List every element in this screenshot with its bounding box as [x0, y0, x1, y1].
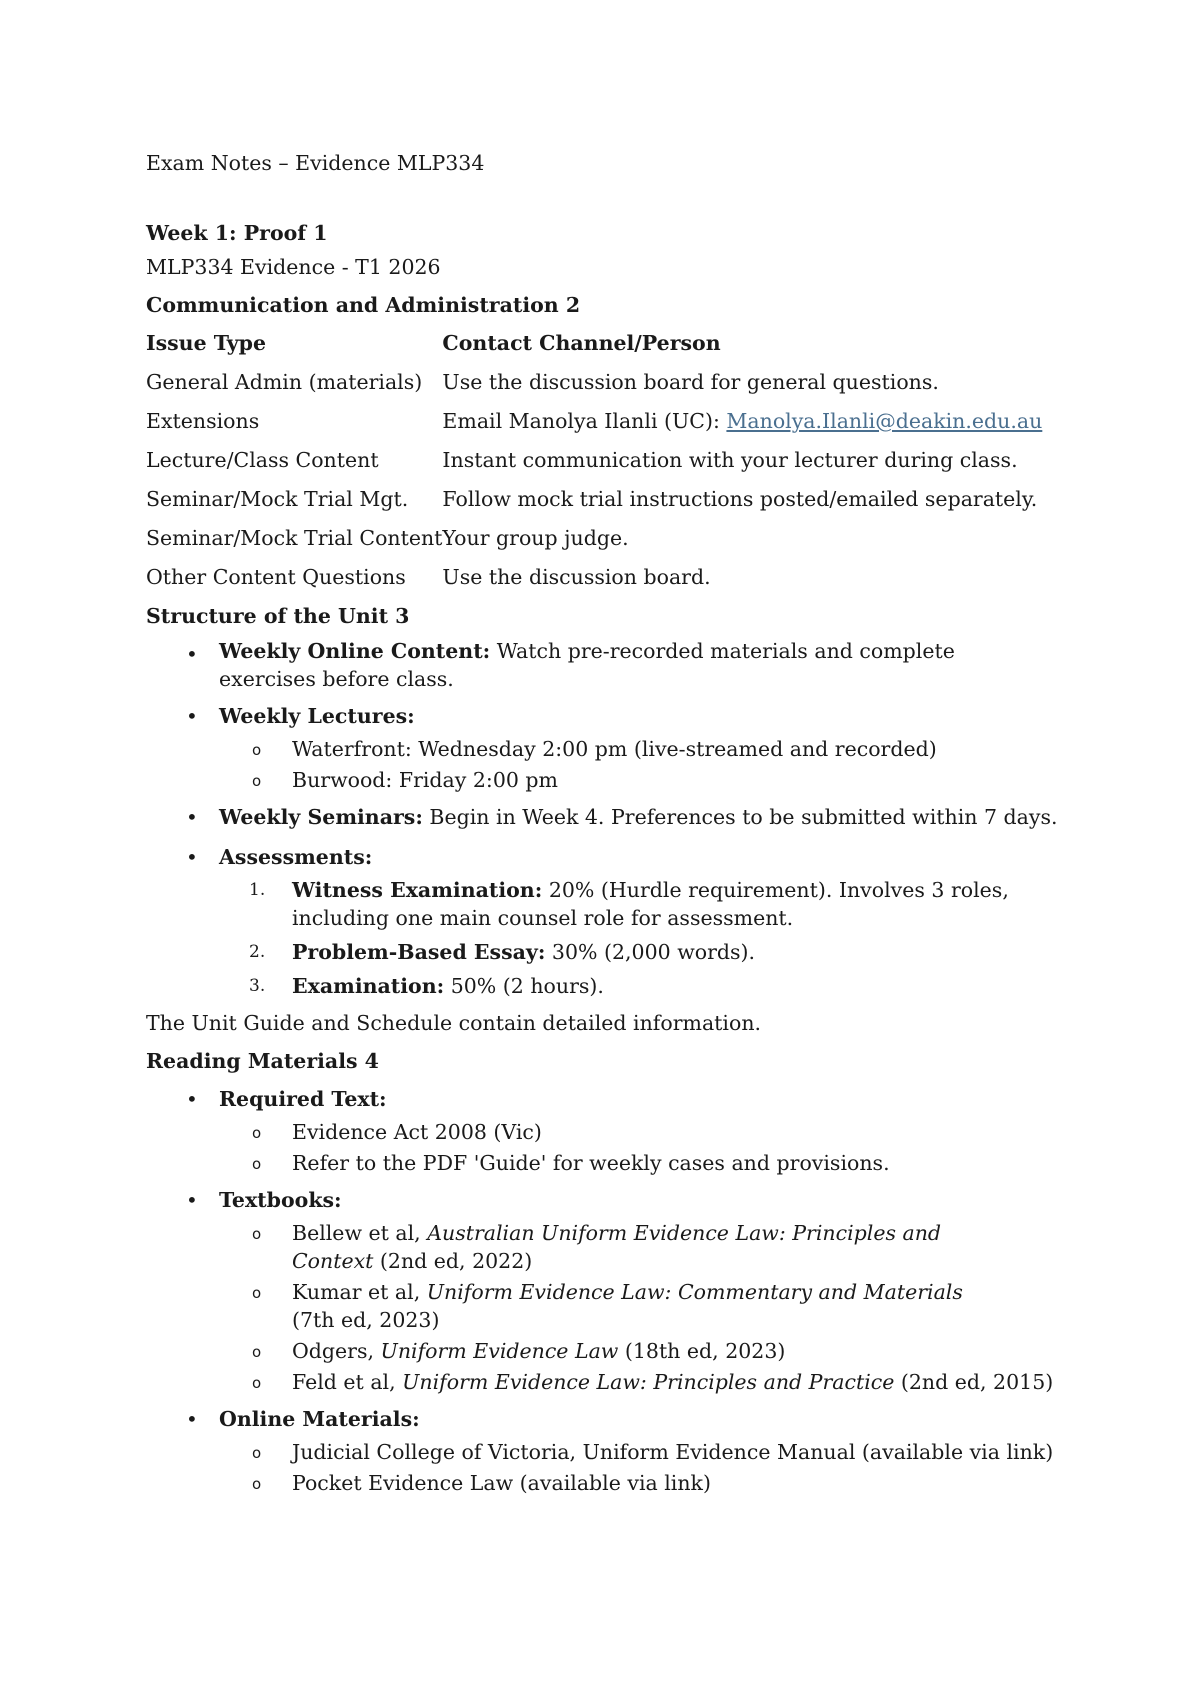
sub-bullet-icon: o — [252, 1444, 262, 1462]
table-header-issue: Issue Type — [146, 331, 267, 355]
list-item — [219, 1469, 1100, 1497]
list-item — [219, 972, 1100, 1000]
sub-bullet-icon: o — [252, 1343, 262, 1361]
textbooks-label: Textbooks: — [219, 1188, 342, 1212]
bullet-icon: • — [186, 845, 198, 869]
table-row — [146, 404, 1042, 443]
sub-bullet-icon: o — [252, 1374, 262, 1392]
reading-heading: Reading Materials 4 — [146, 1049, 379, 1073]
list-item — [219, 1278, 1100, 1334]
week-heading: Week 1: Proof 1 — [146, 221, 328, 245]
sub-bullet-icon: o — [252, 1475, 262, 1493]
list-number: 2. — [249, 942, 266, 962]
list-item — [219, 735, 1100, 763]
list-number: 1. — [249, 880, 266, 900]
table-cell-issue: Lecture/Class Content — [146, 448, 379, 472]
textbook-entry — [292, 1278, 1100, 1334]
list-item — [219, 1219, 1100, 1275]
assessment-detail: 50% (2 hours). — [444, 974, 604, 998]
textbook-edition: (18th ed, 2023) — [618, 1339, 786, 1363]
list-item — [146, 1402, 1100, 1497]
table-cell-contact: Use the discussion board. — [442, 565, 711, 589]
bullet-icon: • — [186, 1087, 198, 1111]
list-item — [219, 876, 1100, 932]
structure-list — [146, 637, 1100, 1000]
online-materials-label: Online Materials: — [219, 1407, 420, 1431]
table-cell-issue: Seminar/Mock Trial Mgt. — [146, 487, 409, 511]
list-item — [146, 1082, 1100, 1177]
table-cell-contact — [442, 404, 1042, 443]
bullet-icon: • — [186, 1407, 198, 1431]
assessment-detail: 30% (2,000 words). — [545, 940, 756, 964]
lectures-label: Weekly Lectures: — [219, 704, 415, 728]
structure-heading: Structure of the Unit 3 — [146, 604, 410, 628]
sub-bullet-icon: o — [252, 772, 262, 790]
assessments-list — [219, 876, 1100, 1000]
table-cell-issue: General Admin (materials) — [146, 370, 423, 394]
assessment-text — [292, 876, 1100, 932]
list-item — [219, 766, 1100, 794]
sub-bullet-icon: o — [252, 1124, 262, 1142]
table-header-contact: Contact Channel/Person — [442, 331, 721, 355]
table-cell-issue: Extensions — [146, 409, 260, 433]
online-material-item: Pocket Evidence Law (available via link) — [292, 1471, 711, 1495]
list-item — [219, 1438, 1100, 1466]
contact-table — [146, 326, 1042, 599]
textbook-edition: (2nd ed, 2015) — [894, 1370, 1054, 1394]
sub-bullet-icon: o — [252, 1284, 262, 1302]
list-item — [219, 1149, 1100, 1177]
lectures-sublist — [219, 735, 1100, 794]
online-material-item: Judicial College of Victoria, Uniform Evidence Manual (available via link) — [292, 1440, 1054, 1464]
list-item — [219, 1118, 1100, 1146]
online-content-text: Watch pre-recorded materials and complete exercises before class. — [219, 639, 955, 691]
bullet-icon: • — [186, 704, 198, 728]
contact-text: Email Manolya Ilanli (UC): — [442, 409, 727, 433]
list-item — [146, 699, 1100, 794]
seminars-label: Weekly Seminars: — [219, 805, 423, 829]
list-item — [146, 637, 1100, 693]
textbook-title: Australian Uniform Evidence Law: Principles and Context — [292, 1221, 942, 1273]
table-cell-contact: Use the discussion board for general questions. — [442, 370, 939, 394]
textbook-edition: (7th ed, 2023) — [292, 1308, 440, 1332]
table-cell-contact: Instant communication with your lecturer during class. — [442, 448, 1018, 472]
required-item: Evidence Act 2008 (Vic) — [292, 1120, 542, 1144]
list-item — [146, 1183, 1100, 1396]
table-cell-contact: Your group judge. — [442, 526, 629, 550]
list-number: 3. — [249, 976, 266, 996]
online-content-label: Weekly Online Content: — [219, 639, 491, 663]
communication-heading: Communication and Administration 2 — [146, 293, 581, 317]
lecture-text: Burwood: Friday 2:00 pm — [292, 768, 558, 792]
lecture-text: Waterfront: Wednesday 2:00 pm (live-streamed and recorded) — [292, 737, 937, 761]
textbook-title: Uniform Evidence Law: Commentary and Materials — [426, 1280, 963, 1304]
textbook-author: Bellew et al, — [292, 1221, 428, 1245]
sub-bullet-icon: o — [252, 741, 262, 759]
textbook-author: Odgers, — [292, 1339, 381, 1363]
sub-bullet-icon: o — [252, 1225, 262, 1243]
assessment-label: Examination: — [292, 974, 445, 998]
required-item: Refer to the PDF 'Guide' for weekly cases and provisions. — [292, 1151, 890, 1175]
sub-bullet-icon: o — [252, 1155, 262, 1173]
assessment-label: Witness Examination: — [292, 878, 543, 902]
textbook-title: Uniform Evidence Law — [380, 1339, 619, 1363]
list-item-text — [219, 637, 1100, 693]
table-row — [146, 365, 1042, 404]
required-text-label: Required Text: — [219, 1087, 387, 1111]
textbook-author: Feld et al, — [292, 1370, 403, 1394]
textbook-author: Kumar et al, — [292, 1280, 427, 1304]
list-item — [219, 938, 1100, 966]
structure-footer: The Unit Guide and Schedule contain detailed information. — [146, 1011, 762, 1035]
online-materials-sublist — [219, 1438, 1100, 1497]
textbook-entry — [292, 1219, 1100, 1275]
table-cell-issue: Other Content Questions — [146, 565, 406, 589]
textbook-title: Uniform Evidence Law: Principles and Practice — [402, 1370, 895, 1394]
textbook-edition: (2nd ed, 2022) — [373, 1249, 533, 1273]
table-row — [146, 482, 1042, 521]
textbooks-sublist — [219, 1219, 1100, 1396]
bullet-icon: • — [186, 642, 198, 666]
list-item — [146, 840, 1100, 1000]
list-item — [146, 800, 1100, 834]
course-line: MLP334 Evidence - T1 2026 — [146, 255, 441, 279]
email-link[interactable]: Manolya.Ilanli@deakin.edu.au — [726, 409, 1043, 433]
assessments-label: Assessments: — [219, 845, 373, 869]
table-cell-issue: Seminar/Mock Trial Content — [146, 526, 443, 550]
required-sublist — [219, 1118, 1100, 1177]
list-item — [219, 1368, 1100, 1396]
table-row — [146, 560, 1042, 599]
table-row — [146, 521, 1042, 560]
document-title: Exam Notes – Evidence MLP334 — [146, 151, 485, 175]
reading-list — [146, 1082, 1100, 1497]
bullet-icon: • — [186, 805, 198, 829]
table-row — [146, 443, 1042, 482]
assessment-detail: 20% (Hurdle requirement). Involves 3 roles, including one main counsel role for assessment. — [292, 878, 1009, 930]
seminars-text: Begin in Week 4. Preferences to be submitted within 7 days. — [422, 805, 1058, 829]
table-cell-contact: Follow mock trial instructions posted/emailed separately. — [442, 487, 1038, 511]
assessment-label: Problem-Based Essay: — [292, 940, 546, 964]
bullet-icon: • — [186, 1188, 198, 1212]
list-item — [219, 1337, 1100, 1365]
table-header-row — [146, 326, 1042, 365]
